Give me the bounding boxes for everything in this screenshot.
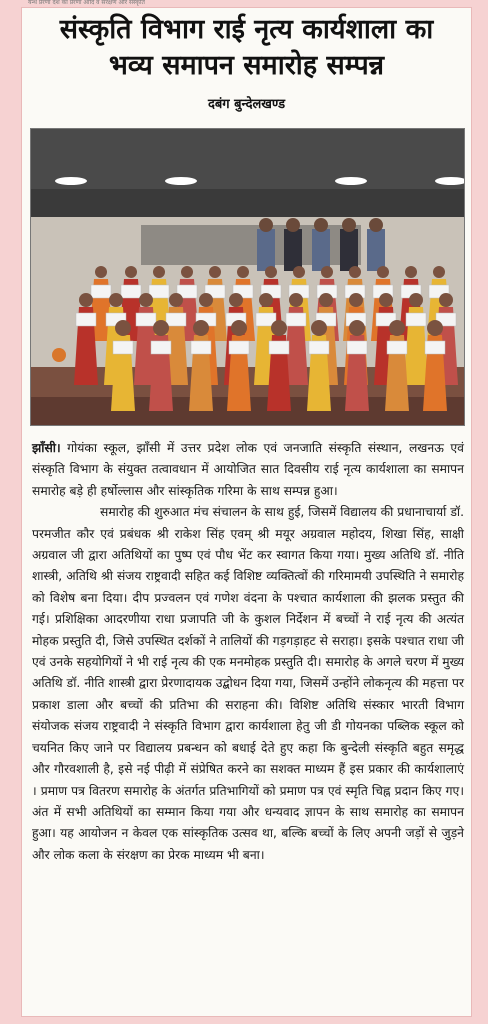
certificate: [229, 341, 249, 354]
flower-decoration: [52, 348, 66, 362]
certificate: [347, 341, 367, 354]
ceiling-beam: [31, 189, 464, 219]
dancer-head: [389, 320, 405, 336]
dancer-head: [229, 293, 243, 307]
dancer-head: [319, 293, 333, 307]
dancer-head: [265, 266, 277, 278]
certificate: [166, 313, 186, 326]
dancer-head: [293, 266, 305, 278]
group-photo-illustration: [31, 129, 464, 425]
dancer-head: [139, 293, 153, 307]
dancer-head: [311, 320, 327, 336]
certificate: [113, 341, 133, 354]
certificate: [136, 313, 156, 326]
dancer-head: [379, 293, 393, 307]
dancer-head: [377, 266, 389, 278]
dancer-head: [209, 266, 221, 278]
certificate: [406, 313, 426, 326]
dancer-head: [271, 320, 287, 336]
dancer-head: [289, 293, 303, 307]
byline: दबंग बुन्देलखण्ड: [207, 97, 286, 112]
certificate: [286, 313, 306, 326]
adult-head: [369, 218, 383, 232]
ceiling-light: [335, 177, 367, 185]
headline: [22, 12, 471, 84]
dateline: झाँसी।: [32, 441, 61, 455]
paragraph-1: [32, 438, 464, 502]
dancer-head: [409, 293, 423, 307]
certificate: [91, 285, 111, 298]
dancer-head: [439, 293, 453, 307]
ceiling-light: [165, 177, 197, 185]
dancer-head: [427, 320, 443, 336]
dancer-head: [433, 266, 445, 278]
headline-line-2: भव्य समापन समारोह सम्पन्न: [108, 50, 385, 81]
certificate: [76, 313, 96, 326]
adult-body: [257, 229, 275, 271]
certificate: [149, 285, 169, 298]
previous-article-strip: यन्थ प्रेरणा देश का प्रेरणा आदि व संरक्षण और संस्कृति: [28, 0, 145, 6]
dancer-head: [321, 266, 333, 278]
adult-body: [312, 229, 330, 271]
adult-head: [342, 218, 356, 232]
adult-head: [314, 218, 328, 232]
dancer-head: [153, 320, 169, 336]
dancer-head: [349, 293, 363, 307]
dancer-head: [349, 320, 365, 336]
certificate: [121, 285, 141, 298]
dancer-head: [405, 266, 417, 278]
newspaper-clipping: [22, 8, 471, 1016]
dancer-head: [79, 293, 93, 307]
headline-line-1: संस्कृति विभाग राई नृत्य कार्यशाला का: [59, 14, 434, 45]
dancer-head: [231, 320, 247, 336]
dancer-head: [193, 320, 209, 336]
dancer-head: [349, 266, 361, 278]
dancer-head: [181, 266, 193, 278]
certificate: [151, 341, 171, 354]
adult-body: [284, 229, 302, 271]
article-body: [32, 438, 464, 866]
dancer-head: [199, 293, 213, 307]
dancer-head: [169, 293, 183, 307]
dancer-head: [115, 320, 131, 336]
certificate: [425, 341, 445, 354]
adult-head: [286, 218, 300, 232]
paragraph-1-text: गोयंका स्कूल, झाँसी में उत्तर प्रदेश लोक एवं जनजाति संस्कृति संस्थान, लखनऊ एवं संस्कृति विभाग के संयुक्त तत्वावधान में आयोजित सात दिवसीय राई नृत्य कार्यशाला का समापन समारोह बड़े ही हर्षोल्लास और सांस्कृतिक गरिमा के साथ सम्पन्न हुआ।: [32, 441, 464, 498]
adult-body: [340, 229, 358, 271]
certificate: [309, 341, 329, 354]
event-photo: [30, 128, 465, 426]
adult-body: [367, 229, 385, 271]
dancer-head: [95, 266, 107, 278]
dancer-head: [259, 293, 273, 307]
certificate: [387, 341, 407, 354]
ceiling-light: [55, 177, 87, 185]
certificate: [269, 341, 289, 354]
dancer-head: [125, 266, 137, 278]
certificate: [191, 341, 211, 354]
adult-head: [259, 218, 273, 232]
dancer-head: [109, 293, 123, 307]
dancer-head: [153, 266, 165, 278]
dancer-head: [237, 266, 249, 278]
paragraph-2: समारोह की शुरुआत मंच संचालन के साथ हुई, जिसमें विद्यालय की प्रधानाचार्या डॉ. परमजीत कौर एवं प्रबंधक श्री राकेश सिंह एवम् श्री मयूर अग्रवाल महोदय, शिखा सिंह, साक्षी अग्रवाल जी द्वारा अतिथियों का पुष्प एवं पौध भेंट कर स्वागत किया गया। मुख्य अतिथि डॉ. नीति शास्त्री, अतिथि श्री संजय राष्ट्रवादी सहित कई विशिष्ट व्यक्तित्वों की गरिमामयी उपस्थिति ने समारोह को विशेष बना दिया। दीप प्रज्वलन एवं गणेश वंदना के पश्चात कार्यशाला की झलक प्रस्तुत की गई। प्रशिक्षिका आदरणीया राधा प्रजापति जी के कुशल निर्देशन में बच्चों ने राई नृत्य की अत्यंत मोहक प्रस्तुति दी, जिसे उपस्थित दर्शकों ने तालियों की गड़गड़ाहट से सराहा। इसके पश्चात राधा जी एवं उनके सहयोगियों ने भी राई नृत्य की एक मनमोहक प्रस्तुति दी। समारोह के अगले चरण में मुख्य अतिथि डॉ. नीति शास्त्री द्वारा प्रेरणादायक उद्बोधन दिया गया, जिसमें उन्होंने लोकनृत्य की महत्ता पर प्रकाश डाला और बच्चों की प्रतिभा की सराहना की। विशिष्ट अतिथि संस्कार भारती विभाग संयोजक संजय राष्ट्रवादी ने संस्कृति विभाग द्वारा कार्यशाला हेतु जी डी गोयनका पब्लिक स्कूल को चयनित किए जाने पर विद्यालय प्रबन्धन को बधाई देते हुए कहा कि बुन्देली संस्कृति बहुत समृद्ध और गौरवशाली है, इसे नई पीढ़ी में संप्रेषित करने का सशक्त माध्यम हैं इस प्रकार की कार्यशालाएं । प्रमाण पत्र वितरण समारोह के अंतर्गत प्रतिभागियों को प्रमाण पत्र एवं स्मृति चिह्न प्रदान किए गए। अंत में सभी अतिथियों का सम्मान किया गया और धन्यवाद ज्ञापन के साथ समारोह का समापन हुआ। यह आयोजन न केवल एक सांस्कृतिक उत्सव था, बल्कि बच्चों के लिए अपनी जड़ों से जुड़ने और लोक कला के संरक्षण का प्रेरक माध्यम भी बना।: [32, 505, 464, 862]
